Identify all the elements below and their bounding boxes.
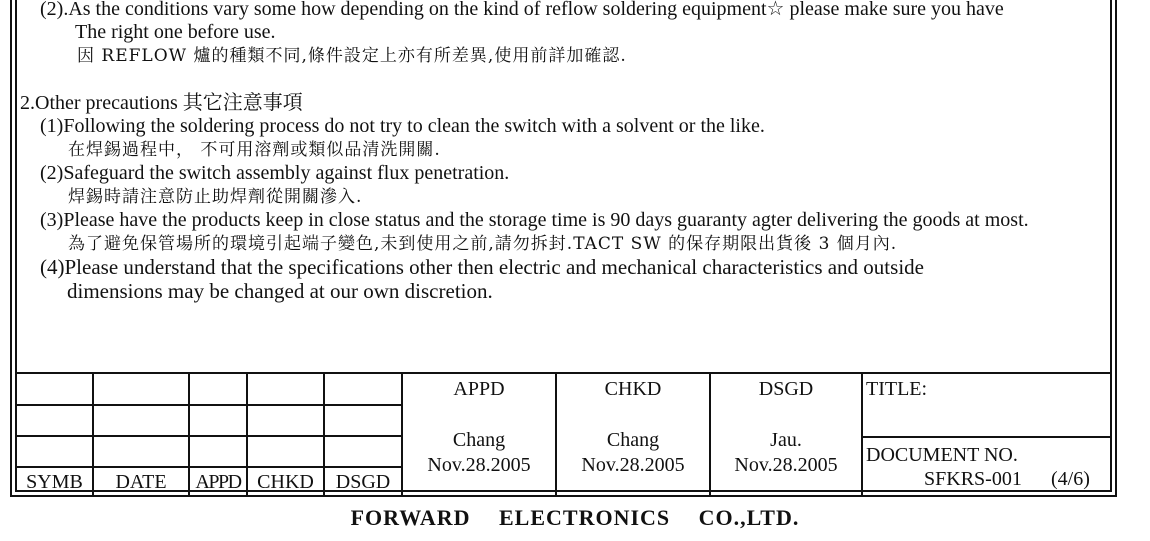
- page-number: (4/6): [1051, 468, 1090, 490]
- company-name: FORWARD ELECTRONICS CO.,LTD.: [350, 505, 800, 530]
- appd-date: Nov.28.2005: [427, 454, 531, 476]
- precaution-3-en: (3)Please have the products keep in close status and the storage time is 90 days guaranty agter delivering the goods at most.: [40, 209, 1029, 231]
- precaution-4-en: (4)Please understand that the specifications other then electric and mechanical characteristics and outside: [40, 255, 924, 279]
- title-block: [17, 372, 1110, 496]
- reflow-note-line: (2).As the conditions vary some how depending on the kind of reflow soldering equipment☆ please make sure you have: [40, 0, 1004, 20]
- precaution-1-en: (1)Following the soldering process do not try to clean the switch with a solvent or the like.: [40, 115, 765, 137]
- rev-header-dsgd: DSGD: [335, 471, 391, 493]
- dsgd-name: Jau.: [770, 429, 802, 451]
- chkd-name: Chang: [606, 429, 660, 451]
- appd-name: Chang: [452, 429, 506, 451]
- dsgd-date: Nov.28.2005: [734, 454, 838, 476]
- reflow-note-zh: 因 REFLOW 爐的種類不同,條件設定上亦有所差異,使用前詳加確認.: [77, 46, 627, 66]
- precaution-4-en-cont: dimensions may be changed at our own discretion.: [67, 279, 493, 303]
- chkd-label: CHKD: [604, 378, 662, 400]
- chkd-date: Nov.28.2005: [581, 454, 685, 476]
- rev-header-date: DATE: [115, 471, 167, 493]
- precaution-2-zh: 焊錫時請注意防止助焊劑從開關滲入.: [68, 187, 363, 207]
- rev-header-chkd: CHKD: [257, 471, 314, 493]
- precaution-3-zh: 為了避免保管場所的環境引起端子變色,未到使用之前,請勿拆封.TACT SW 的保存期限出貨後 3 個月內.: [68, 234, 898, 254]
- appd-label: APPD: [453, 378, 505, 400]
- document-no-label: DOCUMENT NO.: [866, 444, 1018, 466]
- section-title: 2.Other precautions 其它注意事項: [20, 92, 303, 114]
- dsgd-label: DSGD: [758, 378, 814, 400]
- rev-header-appd: APPD: [195, 471, 241, 493]
- precaution-1-zh: 在焊錫過程中， 不可用溶劑或類似品清洗開關.: [68, 140, 441, 160]
- document-no-value: SFKRS-001: [924, 468, 1022, 490]
- reflow-note-line-cont: The right one before use.: [75, 21, 276, 43]
- rev-header-symb: SYMB: [26, 471, 83, 493]
- precaution-2-en: (2)Safeguard the switch assembly against flux penetration.: [40, 162, 510, 184]
- title-label: TITLE:: [866, 378, 928, 400]
